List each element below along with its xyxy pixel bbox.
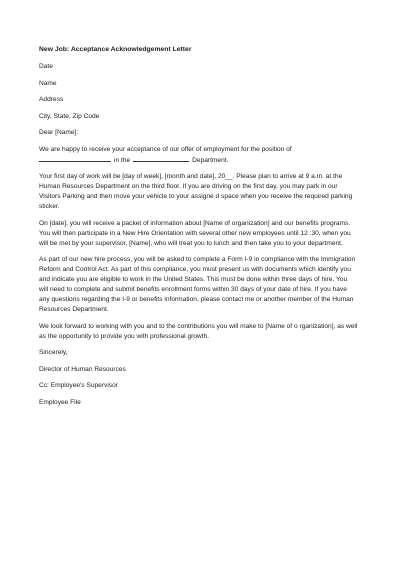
city-state-zip-line: City, State, Zip Code: [39, 112, 100, 120]
first-day-paragraph: [39, 172, 369, 212]
address-line: Address: [39, 96, 64, 103]
intro-in-the: in the: [114, 156, 131, 164]
signer-title: Director of Human Resources: [39, 365, 126, 373]
department-blank: [133, 155, 189, 162]
cc-line: Cc: Employee's Supervisor: [39, 382, 118, 389]
paragraph-line: will need to complete and submit benefits enrollment forms within 30 days of your date of hire. If you have: [39, 286, 347, 293]
new-hire-process-paragraph: [39, 255, 369, 315]
sign-off: Sincerely,: [39, 349, 68, 356]
paragraph-line: Resources Department.: [39, 306, 109, 313]
paragraph-line: You will then participate in a New Hire Orientation with several other new employees until 12 :30, when you: [39, 229, 351, 237]
paragraph-line: sticker.: [39, 203, 60, 210]
intro-line-2: [39, 155, 369, 166]
paragraph-line: Reform and Control Act. As part of this compliance, you must present us with documents which identify you: [39, 266, 351, 273]
paragraph-line: Your first day of work will be [day of week], [month and date], 20__. Please plan to arrive at 9 a.m. at the: [39, 173, 343, 180]
salutation: Dear [Name]:: [39, 129, 79, 136]
orientation-paragraph: [39, 219, 369, 249]
paragraph-line: As part of our new hire process, you will be asked to complete a Form I-9 in compliance with the Immigration: [39, 256, 356, 263]
paragraph-line: any questions regarding the I-9 or benefits information, please contact me or another member of the Human: [39, 296, 354, 303]
intro-paragraph: [39, 145, 369, 166]
recipient-name-line: Name: [39, 79, 57, 87]
paragraph-line: Human Resources Department on the third floor. If you are driving on the first day, you may park in our: [39, 183, 338, 190]
date-line: Date: [39, 63, 53, 70]
file-line: Employee File: [39, 398, 81, 406]
paragraph-line: as the opportunity to provide you with professional growth.: [39, 332, 210, 340]
paragraph-line: Visitors Parking and then move your vehicle to your assigne d space when you receive the required parking: [39, 193, 353, 200]
paragraph-line: On [date], you will receive a packet of information about [Name of organization] and our benefits programs.: [39, 219, 351, 227]
letter-title: New Job: Acceptance Acknowledgement Letter: [39, 46, 192, 53]
paragraph-line: will be met by your supervisor, [Name], who will treat you to lunch and then take you to your department.: [39, 239, 343, 247]
intro-line-1: We are happy to receive your acceptance of our offer of employment for the position of: [39, 145, 292, 153]
paragraph-line: We look forward to working with you and to the contributions you will make to [Name of o rganization], as well: [39, 322, 358, 330]
letter-document: [39, 45, 369, 414]
intro-department: Department.: [192, 156, 229, 164]
paragraph-line: and indicate you are eligible to work in the United States. This must be done within three days of hire. You: [39, 276, 348, 283]
position-blank: [39, 155, 111, 162]
closing-paragraph: [39, 322, 369, 342]
